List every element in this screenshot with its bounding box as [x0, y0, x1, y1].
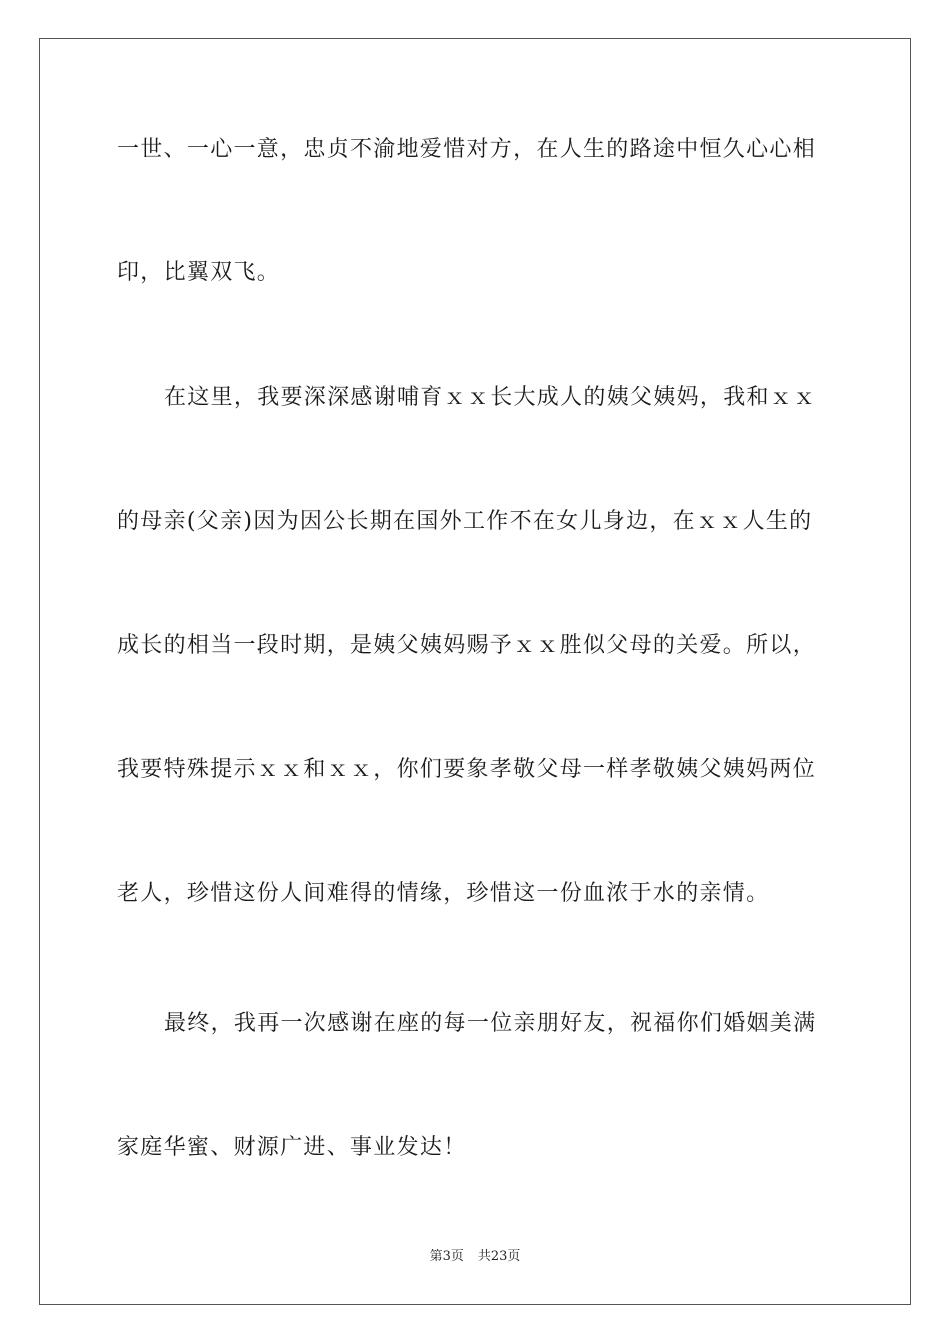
body-line-6: 我要特殊提示ｘｘ和ｘｘ，你们要象孝敬父母一样孝敬姨父姨妈两位	[117, 757, 817, 782]
body-line-9: 家庭华蜜、财源广进、事业发达！	[117, 1135, 467, 1160]
page-border	[39, 38, 911, 1305]
total-pages: 共23页	[477, 1249, 521, 1264]
page-footer	[0, 1248, 950, 1266]
page-number: 第3页	[429, 1249, 464, 1264]
body-line-5: 成长的相当一段时期，是姨父姨妈赐予ｘｘ胜似父母的关爱。所以，	[117, 633, 817, 658]
body-line-7: 老人，珍惜这份人间难得的情缘，珍惜这一份血浓于水的亲情。	[117, 881, 770, 906]
body-line-3: 在这里，我要深深感谢哺育ｘｘ长大成人的姨父姨妈，我和ｘｘ	[164, 385, 817, 410]
body-line-4: 的母亲(父亲)因为因公长期在国外工作不在女儿身边，在ｘｘ人生的	[117, 509, 813, 534]
body-line-8: 最终，我再一次感谢在座的每一位亲朋好友，祝福你们婚姻美满	[164, 1011, 817, 1036]
body-line-1: 一世、一心一意，忠贞不渝地爱惜对方，在人生的路途中恒久心心相	[117, 137, 817, 162]
body-line-2: 印，比翼双飞。	[117, 260, 281, 285]
